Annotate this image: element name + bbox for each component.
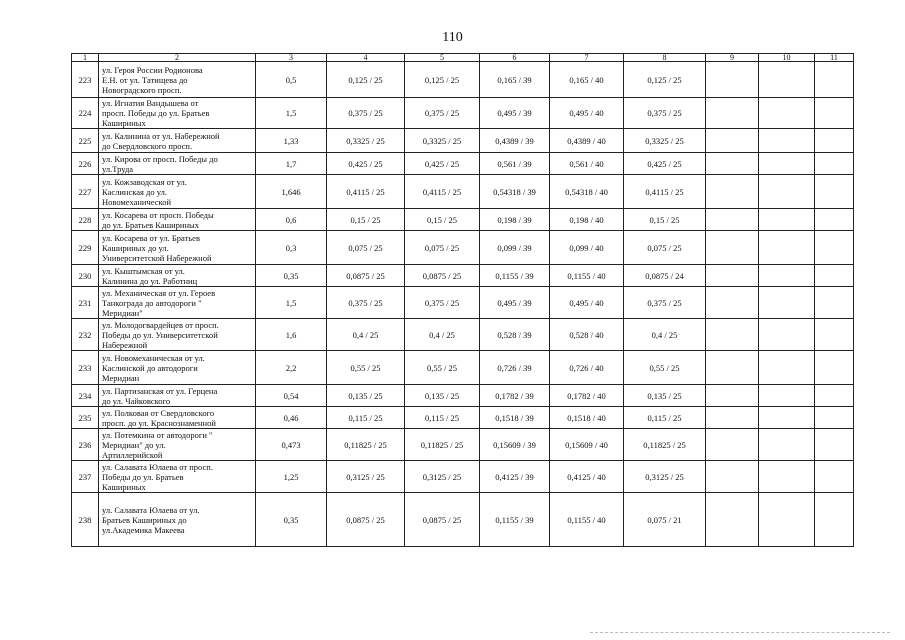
value-cell: 0,375 / 25 [327, 98, 405, 129]
table-row [72, 98, 854, 129]
column-header: 7 [550, 54, 624, 62]
value-cell: 0,0875 / 25 [327, 493, 405, 547]
empty-cell [759, 153, 815, 175]
value-cell: 0,1155 / 40 [550, 265, 624, 287]
value-cell: 0,3125 / 25 [624, 461, 706, 493]
value-cell: 0,528 / 39 [480, 319, 550, 351]
empty-cell [706, 461, 759, 493]
table-row [72, 129, 854, 153]
value-cell: 0,115 / 25 [405, 407, 480, 429]
value-cell: 0,0875 / 25 [405, 493, 480, 547]
column-header: 4 [327, 54, 405, 62]
empty-cell [815, 461, 854, 493]
value-cell: 0,425 / 25 [327, 153, 405, 175]
empty-cell [815, 385, 854, 407]
empty-cell [706, 62, 759, 98]
street-section-cell: ул. Игнатия Вандышева от просп. Победы до ул. Братьев Кашириных [99, 98, 256, 129]
empty-cell [815, 62, 854, 98]
empty-cell [759, 385, 815, 407]
value-cell: 0,198 / 39 [480, 209, 550, 231]
row-number-cell: 231 [72, 287, 99, 319]
value-cell: 0,54318 / 39 [480, 175, 550, 209]
street-section-cell: ул. Новомеханическая от ул. Каслинской до автодороги Меридиан [99, 351, 256, 385]
street-section-cell: ул. Салавата Юлаева от просп. Победы до ул. Братьев Кашириных [99, 461, 256, 493]
value-cell: 0,075 / 25 [624, 231, 706, 265]
length-cell: 2,2 [256, 351, 327, 385]
row-number-cell: 225 [72, 129, 99, 153]
street-section-cell: ул. Героя России Родионова Е.Н. от ул. Татищева до Новоградского просп. [99, 62, 256, 98]
value-cell: 0,1518 / 39 [480, 407, 550, 429]
table-header-row [72, 54, 854, 62]
street-section-cell: ул. Косарева от просп. Победы до ул. Братьев Кашириных [99, 209, 256, 231]
value-cell: 0,15609 / 40 [550, 429, 624, 461]
value-cell: 0,4115 / 25 [624, 175, 706, 209]
value-cell: 0,495 / 39 [480, 287, 550, 319]
value-cell: 0,55 / 25 [624, 351, 706, 385]
value-cell: 0,425 / 25 [405, 153, 480, 175]
empty-cell [759, 98, 815, 129]
value-cell: 0,528 / 40 [550, 319, 624, 351]
empty-cell [706, 231, 759, 265]
value-cell: 0,375 / 25 [405, 98, 480, 129]
value-cell: 0,375 / 25 [624, 287, 706, 319]
street-section-cell: ул. Потемкина от автодороги " Меридиан" до ул. Артиллерийской [99, 429, 256, 461]
column-header: 2 [99, 54, 256, 62]
empty-cell [759, 129, 815, 153]
empty-cell [759, 175, 815, 209]
value-cell: 0,726 / 39 [480, 351, 550, 385]
row-number-cell: 237 [72, 461, 99, 493]
empty-cell [815, 287, 854, 319]
value-cell: 0,561 / 40 [550, 153, 624, 175]
empty-cell [706, 265, 759, 287]
empty-cell [759, 461, 815, 493]
empty-cell [706, 153, 759, 175]
row-number-cell: 236 [72, 429, 99, 461]
street-section-cell: ул. Кыштымская от ул. Калинина до ул. Работниц [99, 265, 256, 287]
empty-cell [706, 385, 759, 407]
column-header: 10 [759, 54, 815, 62]
empty-cell [815, 153, 854, 175]
column-header: 9 [706, 54, 759, 62]
value-cell: 0,4 / 25 [624, 319, 706, 351]
scan-artifact-line [590, 632, 890, 634]
empty-cell [759, 351, 815, 385]
value-cell: 0,11825 / 25 [327, 429, 405, 461]
value-cell: 0,125 / 25 [624, 62, 706, 98]
value-cell: 0,495 / 40 [550, 287, 624, 319]
table-row [72, 385, 854, 407]
length-cell: 0,35 [256, 493, 327, 547]
value-cell: 0,198 / 40 [550, 209, 624, 231]
value-cell: 0,561 / 39 [480, 153, 550, 175]
empty-cell [706, 209, 759, 231]
row-number-cell: 234 [72, 385, 99, 407]
empty-cell [759, 493, 815, 547]
value-cell: 0,0875 / 24 [624, 265, 706, 287]
value-cell: 0,15 / 25 [405, 209, 480, 231]
length-cell: 1,5 [256, 287, 327, 319]
empty-cell [706, 287, 759, 319]
value-cell: 0,55 / 25 [405, 351, 480, 385]
value-cell: 0,726 / 40 [550, 351, 624, 385]
value-cell: 0,075 / 25 [327, 231, 405, 265]
value-cell: 0,15 / 25 [327, 209, 405, 231]
value-cell: 0,375 / 25 [405, 287, 480, 319]
value-cell: 0,099 / 40 [550, 231, 624, 265]
empty-cell [759, 287, 815, 319]
value-cell: 0,1782 / 39 [480, 385, 550, 407]
table-row [72, 407, 854, 429]
row-number-cell: 232 [72, 319, 99, 351]
row-number-cell: 227 [72, 175, 99, 209]
value-cell: 0,495 / 39 [480, 98, 550, 129]
column-header: 1 [72, 54, 99, 62]
value-cell: 0,495 / 40 [550, 98, 624, 129]
length-cell: 0,54 [256, 385, 327, 407]
column-header: 6 [480, 54, 550, 62]
value-cell: 0,1518 / 40 [550, 407, 624, 429]
value-cell: 0,165 / 39 [480, 62, 550, 98]
value-cell: 0,125 / 25 [327, 62, 405, 98]
empty-cell [759, 407, 815, 429]
table-row [72, 62, 854, 98]
value-cell: 0,1155 / 39 [480, 265, 550, 287]
row-number-cell: 238 [72, 493, 99, 547]
empty-cell [815, 319, 854, 351]
empty-cell [706, 129, 759, 153]
value-cell: 0,15609 / 39 [480, 429, 550, 461]
length-cell: 0,5 [256, 62, 327, 98]
value-cell: 0,3325 / 25 [405, 129, 480, 153]
table-row [72, 231, 854, 265]
value-cell: 0,135 / 25 [405, 385, 480, 407]
value-cell: 0,11825 / 25 [405, 429, 480, 461]
value-cell: 0,0875 / 25 [405, 265, 480, 287]
value-cell: 0,3125 / 25 [405, 461, 480, 493]
length-cell: 1,7 [256, 153, 327, 175]
table-row [72, 493, 854, 547]
street-section-cell: ул. Салавата Юлаева от ул. Братьев Кашириных до ул.Академика Макеева [99, 493, 256, 547]
value-cell: 0,1155 / 39 [480, 493, 550, 547]
empty-cell [815, 175, 854, 209]
length-cell: 0,3 [256, 231, 327, 265]
document-table [71, 53, 854, 547]
empty-cell [706, 175, 759, 209]
value-cell: 0,4389 / 40 [550, 129, 624, 153]
value-cell: 0,099 / 39 [480, 231, 550, 265]
value-cell: 0,4 / 25 [405, 319, 480, 351]
value-cell: 0,4125 / 39 [480, 461, 550, 493]
value-cell: 0,15 / 25 [624, 209, 706, 231]
value-cell: 0,4389 / 39 [480, 129, 550, 153]
value-cell: 0,3325 / 25 [327, 129, 405, 153]
value-cell: 0,3125 / 25 [327, 461, 405, 493]
value-cell: 0,115 / 25 [624, 407, 706, 429]
row-number-cell: 223 [72, 62, 99, 98]
empty-cell [759, 209, 815, 231]
value-cell: 0,425 / 25 [624, 153, 706, 175]
table-row [72, 175, 854, 209]
value-cell: 0,125 / 25 [405, 62, 480, 98]
row-number-cell: 224 [72, 98, 99, 129]
street-section-cell: ул. Кирова от просп. Победы до ул.Труда [99, 153, 256, 175]
length-cell: 1,33 [256, 129, 327, 153]
table-row [72, 153, 854, 175]
table-row [72, 319, 854, 351]
length-cell: 1,5 [256, 98, 327, 129]
street-section-cell: ул. Партизанская от ул. Герцена до ул. Чайковского [99, 385, 256, 407]
column-header: 8 [624, 54, 706, 62]
value-cell: 0,165 / 40 [550, 62, 624, 98]
street-section-cell: ул. Полковая от Свердловского просп. до ул. Краснознаменной [99, 407, 256, 429]
row-number-cell: 233 [72, 351, 99, 385]
empty-cell [759, 319, 815, 351]
street-section-cell: ул. Косарева от ул. Братьев Кашириных до ул. Университетской Набережной [99, 231, 256, 265]
length-cell: 0,46 [256, 407, 327, 429]
street-section-cell: ул. Кожзаводская от ул. Каслинская до ул. Новомеханической [99, 175, 256, 209]
value-cell: 0,375 / 25 [327, 287, 405, 319]
value-cell: 0,4 / 25 [327, 319, 405, 351]
row-number-cell: 228 [72, 209, 99, 231]
value-cell: 0,4125 / 40 [550, 461, 624, 493]
value-cell: 0,375 / 25 [624, 98, 706, 129]
value-cell: 0,135 / 25 [327, 385, 405, 407]
empty-cell [815, 231, 854, 265]
empty-cell [706, 98, 759, 129]
value-cell: 0,075 / 21 [624, 493, 706, 547]
value-cell: 0,135 / 25 [624, 385, 706, 407]
table-row [72, 351, 854, 385]
length-cell: 0,35 [256, 265, 327, 287]
row-number-cell: 226 [72, 153, 99, 175]
street-section-cell: ул. Механическая от ул. Героев Танкограда до автодороги " Меридиан" [99, 287, 256, 319]
page-number: 110 [442, 30, 463, 45]
column-header: 3 [256, 54, 327, 62]
empty-cell [759, 265, 815, 287]
value-cell: 0,54318 / 40 [550, 175, 624, 209]
empty-cell [706, 319, 759, 351]
empty-cell [706, 407, 759, 429]
length-cell: 1,6 [256, 319, 327, 351]
empty-cell [815, 407, 854, 429]
length-cell: 0,473 [256, 429, 327, 461]
empty-cell [706, 351, 759, 385]
row-number-cell: 229 [72, 231, 99, 265]
empty-cell [815, 493, 854, 547]
row-number-cell: 235 [72, 407, 99, 429]
empty-cell [706, 429, 759, 461]
table-row [72, 209, 854, 231]
value-cell: 0,075 / 25 [405, 231, 480, 265]
table-row [72, 265, 854, 287]
empty-cell [815, 429, 854, 461]
empty-cell [815, 98, 854, 129]
empty-cell [759, 62, 815, 98]
value-cell: 0,0875 / 25 [327, 265, 405, 287]
table-row [72, 287, 854, 319]
column-header: 5 [405, 54, 480, 62]
empty-cell [815, 265, 854, 287]
value-cell: 0,1782 / 40 [550, 385, 624, 407]
table-row [72, 429, 854, 461]
street-section-cell: ул. Калинина от ул. Набережной до Свердловского просп. [99, 129, 256, 153]
value-cell: 0,4115 / 25 [405, 175, 480, 209]
table-row [72, 461, 854, 493]
street-section-cell: ул. Молодогвардейцев от просп. Победы до ул. Университетской Набережной [99, 319, 256, 351]
length-cell: 1,646 [256, 175, 327, 209]
length-cell: 1,25 [256, 461, 327, 493]
length-cell: 0,6 [256, 209, 327, 231]
value-cell: 0,4115 / 25 [327, 175, 405, 209]
empty-cell [815, 129, 854, 153]
empty-cell [706, 493, 759, 547]
value-cell: 0,11825 / 25 [624, 429, 706, 461]
empty-cell [815, 209, 854, 231]
value-cell: 0,3325 / 25 [624, 129, 706, 153]
value-cell: 0,55 / 25 [327, 351, 405, 385]
value-cell: 0,1155 / 40 [550, 493, 624, 547]
row-number-cell: 230 [72, 265, 99, 287]
table-body [72, 62, 854, 547]
column-header: 11 [815, 54, 854, 62]
empty-cell [815, 351, 854, 385]
value-cell: 0,115 / 25 [327, 407, 405, 429]
empty-cell [759, 429, 815, 461]
empty-cell [759, 231, 815, 265]
